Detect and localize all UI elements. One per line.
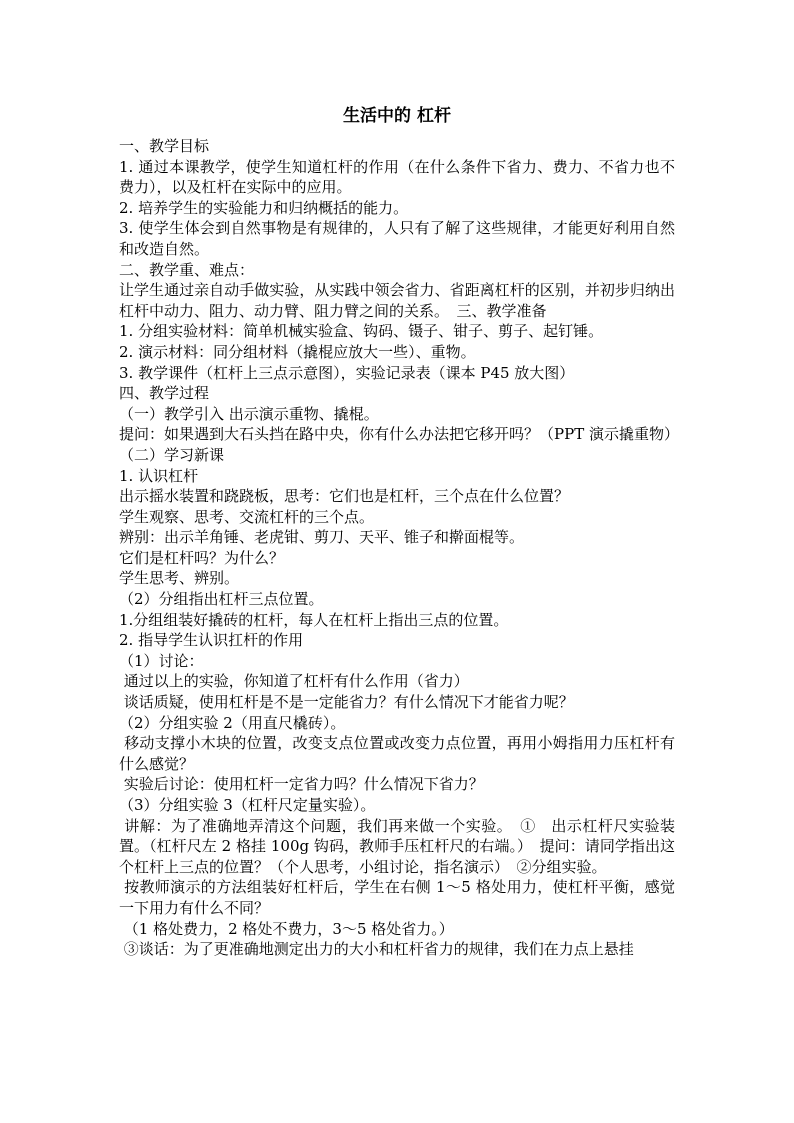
lesson-text: （1 格处费力，2 格处不费力，3～5 格处省力。） bbox=[119, 919, 454, 938]
document-title: 生活中的 杠杆 bbox=[343, 106, 451, 126]
heading-teaching-goals: 一、教学目标 bbox=[119, 137, 210, 155]
lesson-text: 学生观察、思考、交流杠杆的三个点。 bbox=[119, 507, 375, 526]
lesson-text: 讲解：为了准确地弄清这个问题，我们再来做一个实验。 ① 出示杠杆尺实验装置。（杠杆尺左 2 格挂 100g 钩码，教师手压杠杆尺的右端。） 提问：请同学指出这个杠杆上三点的位置？（个人思考，小组讨论，指名演示） ②分组实验。 bbox=[119, 816, 675, 876]
lesson-text: 移动支撑小木块的位置，改变支点位置或改变力点位置，再用小姆指用力压杠杆有什么感觉？ bbox=[119, 734, 675, 773]
lesson-text: （2）分组指出杠杆三点位置。 bbox=[119, 590, 324, 609]
prep-item-1: 1. 分组实验材料：简单机械实验盒、钩码、镊子、钳子、剪子、起钉锤。 bbox=[119, 322, 604, 341]
heading-teaching-process: 四、教学过程 bbox=[119, 384, 210, 403]
document-page bbox=[119, 104, 679, 960]
lesson-text: 1.分组组装好撬砖的杠杆，每人在杠杆上指出三点的位置。 bbox=[119, 610, 509, 629]
key-points-text: 让学生通过亲自动手做实验，从实践中领会省力、省距离杠杆的区别，并初步归纳出杠杆中动力、阻力、动力臂、阻力臂之间的关系。 三、教学准备 bbox=[119, 281, 675, 320]
lesson-text: （1）讨论： bbox=[119, 651, 204, 670]
goal-item-1: 1. 通过本课教学，使学生知道杠杆的作用（在什么条件下省力、费力、不省力也不费力），以及杠杆在实际中的应用。 bbox=[119, 157, 675, 197]
lesson-step-1: 1. 认识杠杆 bbox=[119, 466, 199, 485]
prep-item-3: 3. 教学课件（杠杆上三点示意图），实验记录表（课本 P45 放大图） bbox=[119, 363, 575, 382]
lesson-text: 它们是杠杆吗？为什么？ bbox=[119, 548, 285, 567]
process-question: 提问：如果遇到大石头挡在路中央，你有什么办法把它移开吗？（PPT 演示撬重物） bbox=[119, 425, 679, 444]
lesson-text: 谈话质疑，使用杠杆是不是一定能省力？有什么情况下才能省力呢？ bbox=[119, 693, 574, 712]
lesson-text: 通过以上的实验，你知道了杠杆有什么作用（省力） bbox=[119, 672, 469, 691]
lesson-text: ③谈话：为了更准确地测定出力的大小和杠杆省力的规律，我们在力点上悬挂 bbox=[119, 940, 634, 959]
lesson-text: 出示摇水装置和跷跷板，思考：它们也是杠杆，三个点在什么位置？ bbox=[119, 487, 570, 506]
prep-item-2: 2. 演示材料：同分组材料（撬棍应放大一些）、重物。 bbox=[119, 342, 476, 361]
heading-key-points: 二、教学重、难点： bbox=[119, 260, 255, 279]
goal-item-2: 2. 培养学生的实验能力和归纳概括的能力。 bbox=[119, 198, 409, 217]
heading-new-lesson: （二）学习新课 bbox=[119, 445, 225, 464]
lesson-text: 实验后讨论：使用杠杆一定省力吗？什么情况下省力？ bbox=[119, 775, 484, 794]
lesson-text: 辨别：出示羊角锤、老虎钳、剪刀、天平、锥子和擀面棍等。 bbox=[119, 528, 525, 547]
lesson-text: 按教师演示的方法组装好杠杆后，学生在右侧 1～5 格处用力，使杠杆平衡，感觉一下用力有什么不同？ bbox=[119, 878, 675, 917]
lesson-step-2: 2. 指导学生认识扛杆的作用 bbox=[119, 631, 304, 650]
process-intro: （一）教学引入 出示演示重物、撬棍。 bbox=[119, 404, 379, 423]
goal-item-3: 3. 使学生体会到自然事物是有规律的，人只有了解了这些规律，才能更好利用自然和改造自然。 bbox=[119, 219, 675, 258]
lesson-text: 学生思考、辨别。 bbox=[119, 569, 240, 588]
lesson-text: （2）分组实验 2（用直尺橇砖）。 bbox=[119, 713, 346, 732]
lesson-text: （3）分组实验 3（杠杆尺定量实验）。 bbox=[119, 796, 376, 814]
